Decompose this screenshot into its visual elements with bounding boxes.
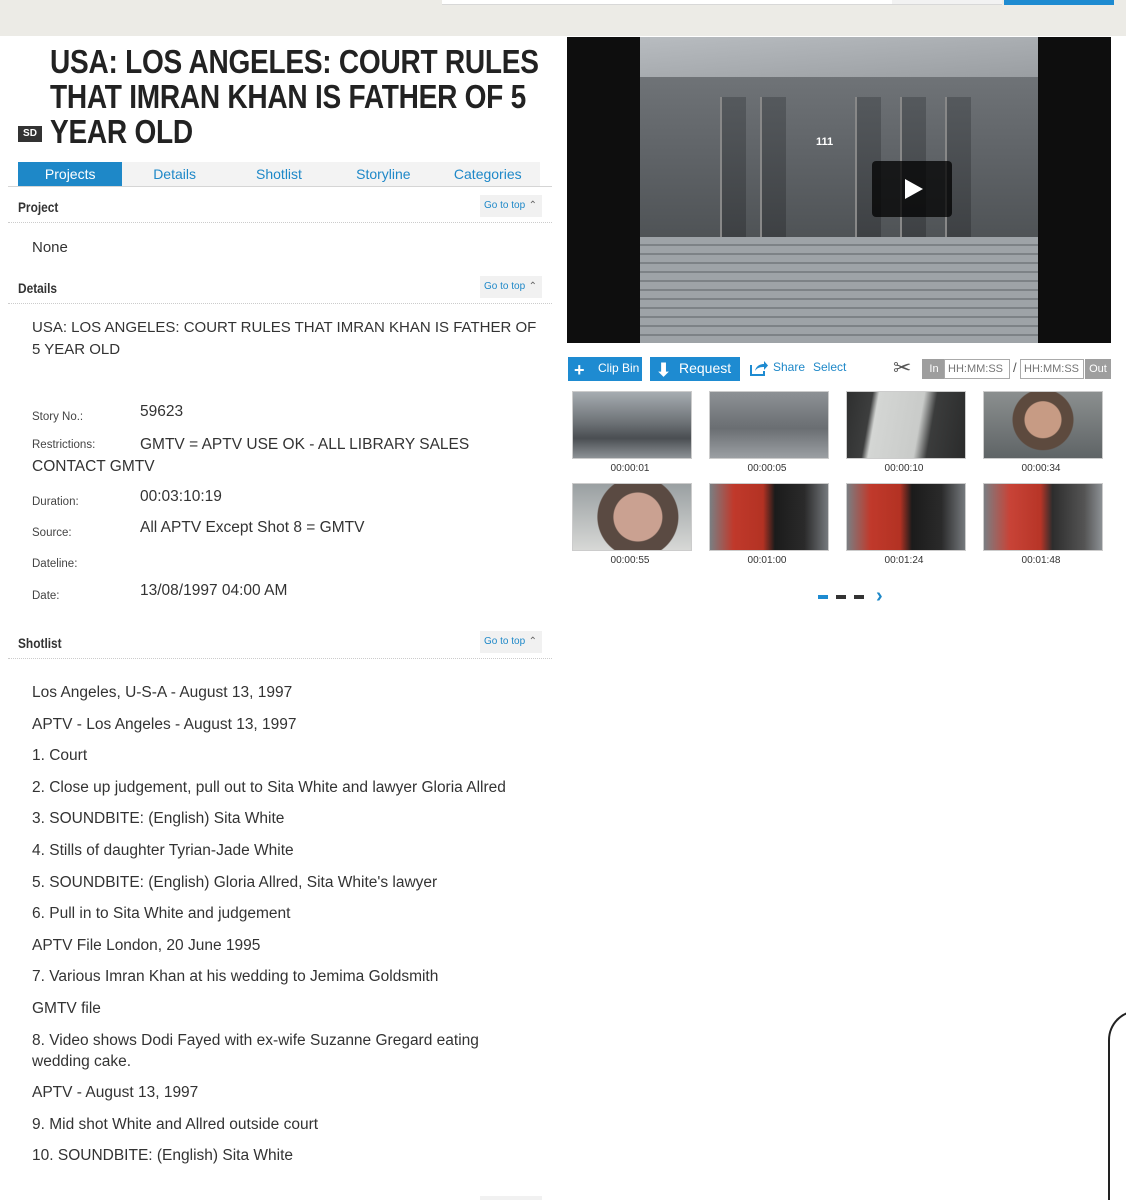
pager-dot[interactable]	[854, 595, 864, 599]
duration-value: 00:03:10:19	[140, 488, 222, 505]
sd-badge: SD	[18, 126, 42, 142]
shotlist-line: 1. Court	[32, 747, 88, 765]
request-button[interactable]	[650, 357, 740, 381]
thumbnail[interactable]	[709, 483, 829, 551]
thumbnail[interactable]	[846, 483, 966, 551]
in-time-input[interactable]	[944, 359, 1010, 379]
go-to-top-label: Go to top	[484, 281, 526, 292]
building-number-sign: 111	[816, 136, 834, 148]
thumbnail[interactable]	[983, 391, 1103, 459]
shotlist-line: 10. SOUNDBITE: (English) Sita White	[32, 1147, 293, 1165]
thumbnail-time: 00:00:01	[610, 463, 650, 474]
tab-projects[interactable]: Projects	[18, 162, 122, 186]
go-to-top-label: Go to top	[484, 200, 526, 211]
time-separator: /	[1013, 360, 1017, 375]
thumbnail[interactable]	[846, 391, 966, 459]
clip-bin-button[interactable]	[568, 357, 642, 381]
shotlist-line: APTV File London, 20 June 1995	[32, 936, 261, 954]
shotlist-line: 9. Mid shot White and Allred outside court	[32, 1115, 319, 1133]
date-label: Date:	[32, 590, 60, 602]
thumbnail-time: 00:01:00	[747, 555, 787, 566]
pager-dot[interactable]	[836, 595, 846, 599]
shotlist	[32, 682, 532, 1177]
tab-details[interactable]: Details	[122, 162, 226, 186]
details-section-header	[8, 274, 552, 304]
tab-shotlist[interactable]: Shotlist	[227, 162, 331, 186]
request-label: Request	[679, 360, 732, 376]
story-no-label: Story No.:	[32, 411, 84, 423]
section-tabs	[18, 162, 540, 186]
share-link[interactable]: Share	[773, 360, 806, 374]
source-label: Source:	[32, 527, 72, 539]
go-to-top-label: Go to top	[484, 636, 526, 647]
shotlist-line: APTV - Los Angeles - August 13, 1997	[32, 715, 297, 733]
thumbnail-time: 00:00:10	[884, 463, 924, 474]
thumbnail[interactable]	[572, 391, 692, 459]
project-go-to-top-link[interactable]	[480, 195, 542, 217]
tabs-divider	[8, 186, 552, 187]
clip-toolbar	[567, 357, 1113, 381]
restrictions-value: GMTV = APTV USE OK - ALL LIBRARY SALES CONTACT GMTV	[32, 436, 470, 475]
thumbnail[interactable]	[709, 391, 829, 459]
out-time-input[interactable]	[1020, 359, 1084, 379]
top-search-button[interactable]	[1004, 0, 1114, 5]
glass-panel	[760, 97, 786, 247]
building-steps	[640, 237, 1038, 343]
project-section-title: Project	[18, 199, 59, 215]
shotlist-line: APTV - August 13, 1997	[32, 1084, 199, 1102]
pager-dot[interactable]	[818, 595, 828, 599]
thumbnail-time: 00:01:48	[1021, 555, 1061, 566]
in-label: In	[922, 359, 946, 379]
scissors-icon[interactable]: ✂	[893, 355, 912, 380]
top-filter-field[interactable]	[892, 0, 1002, 5]
building-overhang	[640, 37, 1038, 77]
thumbnail-time: 00:01:24	[884, 555, 924, 566]
story-no-value: 59623	[140, 403, 184, 420]
shotlist-go-to-top-link[interactable]	[480, 631, 542, 653]
shotlist-line: 5. SOUNDBITE: (English) Gloria Allred, Sita White's lawyer	[32, 873, 438, 891]
details-headline: USA: LOS ANGELES: COURT RULES THAT IMRAN KHAN IS FATHER OF 5 YEAR OLD	[32, 319, 537, 358]
top-bar	[0, 0, 1126, 36]
select-link[interactable]: Select	[813, 360, 847, 374]
thumbnail-time: 00:00:55	[610, 555, 650, 566]
shotlist-line: 7. Various Imran Khan at his wedding to Jemima Goldsmith	[32, 968, 439, 986]
clip-bin-label: Clip Bin	[598, 361, 640, 375]
thumbnail-time: 00:00:05	[747, 463, 787, 474]
shotlist-line: 3. SOUNDBITE: (English) Sita White	[32, 810, 285, 828]
restrictions-label: Restrictions:	[32, 439, 96, 451]
thumbnail-time: 00:00:34	[1021, 463, 1061, 474]
out-label: Out	[1085, 359, 1111, 379]
tab-storyline[interactable]: Storyline	[331, 162, 435, 186]
date-value: 13/08/1997 04:00 AM	[140, 582, 288, 599]
video-frame	[640, 37, 1038, 343]
details-go-to-top-link[interactable]	[480, 276, 542, 298]
plus-icon: +	[574, 360, 585, 380]
shotlist-line: 8. Video shows Dodi Fayed with ex-wife Suzanne Gregard eating wedding cake.	[32, 1031, 479, 1070]
video-player[interactable]	[567, 37, 1111, 343]
shotlist-line: Los Angeles, U-S-A - August 13, 1997	[32, 684, 293, 701]
top-search-input[interactable]	[442, 0, 892, 5]
shotlist-line: 4. Stills of daughter Tyrian-Jade White	[32, 841, 294, 859]
chevron-right-icon[interactable]: ›	[876, 585, 883, 607]
page-title: USA: LOS ANGELES: COURT RULES THAT IMRAN KHAN IS FATHER OF 5 YEAR OLD	[50, 43, 539, 150]
next-go-to-top-link[interactable]	[480, 1196, 542, 1200]
dateline-label: Dateline:	[32, 558, 78, 570]
download-icon: ⬇	[656, 360, 672, 380]
source-value: All APTV Except Shot 8 = GMTV	[140, 519, 365, 536]
glass-panel	[720, 97, 746, 247]
shotlist-section-header	[8, 629, 552, 659]
thumbnail[interactable]	[572, 483, 692, 551]
tab-categories[interactable]: Categories	[436, 162, 540, 186]
device-edge	[1108, 1010, 1126, 1200]
details-section-title: Details	[18, 280, 58, 296]
duration-label: Duration:	[32, 496, 79, 508]
shotlist-section-title: Shotlist	[18, 635, 62, 651]
share-icon[interactable]	[749, 359, 769, 377]
shotlist-line: 6. Pull in to Sita White and judgement	[32, 905, 291, 923]
shotlist-line: 2. Close up judgement, pull out to Sita White and lawyer Gloria Allred	[32, 778, 506, 796]
play-button[interactable]	[872, 161, 952, 217]
project-value: None	[32, 239, 68, 256]
chevron-up-icon: ⌃	[528, 200, 537, 211]
thumbnail[interactable]	[983, 483, 1103, 551]
chevron-up-icon: ⌃	[528, 636, 537, 647]
shotlist-line: GMTV file	[32, 999, 101, 1017]
project-section-header	[8, 193, 552, 223]
chevron-up-icon: ⌃	[528, 281, 537, 292]
